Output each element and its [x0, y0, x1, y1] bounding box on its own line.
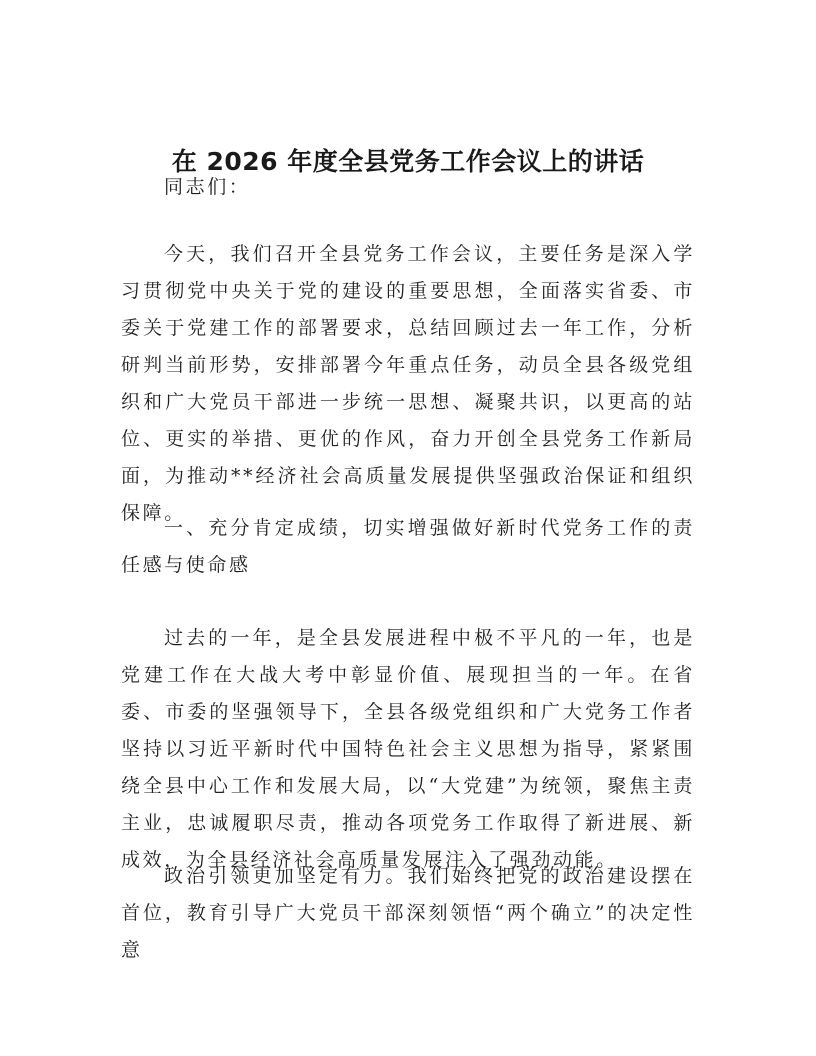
paragraph-text: 政治引领更加坚定有力。我们始终把党的政治建设摆在首位，教育引导广大党员干部深刻领悟“两个确立”的决定性意 [121, 865, 695, 961]
paragraph-text: 过去的一年，是全县发展进程中极不平凡的一年，也是党建工作在大战大考中彰显价值、展现担当的一年。在省委、市委的坚强领导下，全县各级党组织和广大党务工作者坚持以习近平新时代中国特色社会主义思想为指导，紧紧围绕全县中心工作和发展大局，以“大党建”为统领，聚焦主责主业，忠诚履职尽责，推动各项党务工作取得了新进展、新成效，为全县经济社会高质量发展注入了强劲动能。 [121, 627, 695, 871]
paragraph-intro [121, 236, 695, 532]
section-heading-text: 一、充分肯定成绩，切实增强做好新时代党务工作的责任感与使命感 [121, 517, 695, 576]
paragraph-political [121, 858, 695, 969]
page-title: 在 2026 年度全县党务工作会议上的讲话 [171, 147, 645, 176]
section-heading [121, 510, 695, 584]
greeting [121, 169, 695, 206]
paragraph-text: 今天，我们召开全县党务工作会议，主要任务是深入学习贯彻党中央关于党的建设的重要思想，全面落实省委、市委关于党建工作的部署要求，总结回顾过去一年工作，分析研判当前形势，安排部署今年重点任务，动员全县各级党组织和广大党员干部进一步统一思想、凝聚共识，以更高的站位、更实的举措、更优的作风，奋力开创全县党务工作新局面，为推动**经济社会高质量发展提供坚强政治保证和组织保障。 [121, 243, 695, 524]
greeting-text: 同志们： [164, 176, 251, 198]
paragraph-review [121, 620, 695, 879]
